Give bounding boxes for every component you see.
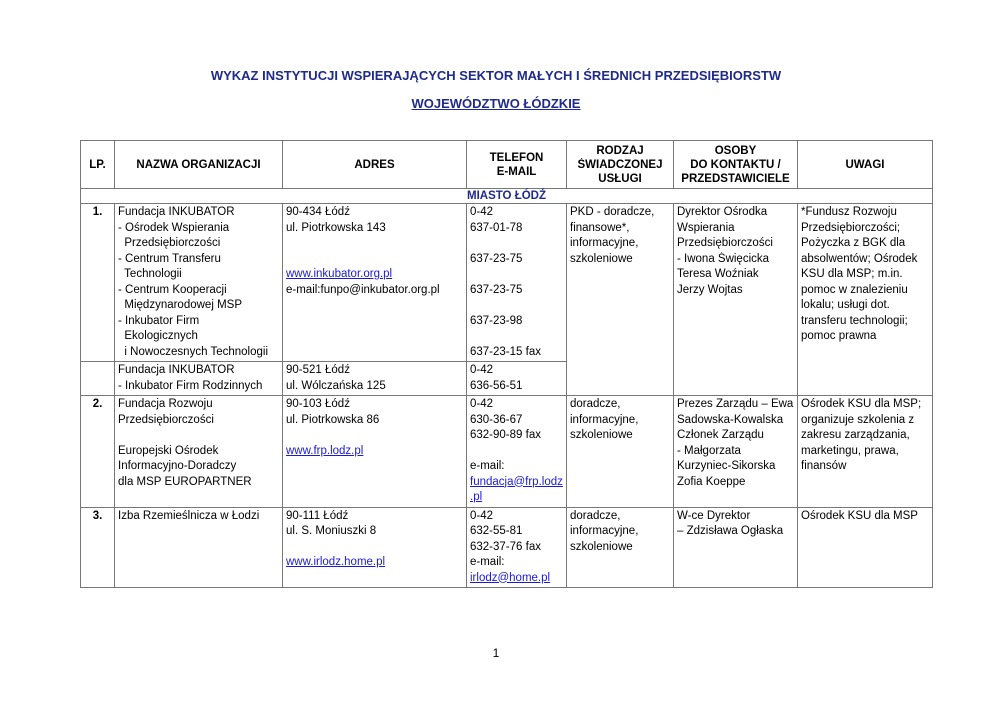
row-notes: [798, 507, 933, 588]
header-contact-l3: PRZEDSTAWICIELE: [681, 172, 790, 185]
header-lp: LP.: [81, 141, 115, 189]
phone-number: 630-36-67: [470, 413, 523, 426]
row-name: [115, 507, 283, 588]
contact-line: Zofia Koeppe: [677, 475, 746, 488]
notes-line: Przedsiębiorczości;: [801, 221, 901, 234]
notes-line: finansów: [801, 460, 847, 472]
notes-line: zakresu zarządzania,: [801, 429, 910, 441]
name-line: Fundacja INKUBATOR: [118, 364, 235, 376]
services-line: doradcze,: [570, 509, 621, 522]
contact-line: Przedsiębiorczości: [677, 237, 773, 249]
notes-line: pomoc prawna: [801, 330, 877, 342]
services-line: finansowe*,: [570, 221, 630, 234]
name-line: i Nowoczesnych Technologii: [118, 345, 269, 358]
name-line: Technologii: [118, 268, 182, 280]
name-line: Izba Rzemieślnicza w Łodzi: [118, 509, 260, 522]
phone-number: 637-01-78: [470, 221, 523, 234]
notes-line: pomoc w znalezieniu: [801, 283, 908, 296]
contact-line: Dyrektor Ośrodka: [677, 206, 768, 218]
phone-number: 632-37-76 fax: [470, 540, 541, 553]
contact-line: - Iwona Święcicka: [677, 252, 770, 265]
address-line: 90-103 Łódź: [286, 398, 350, 410]
row-name: [115, 396, 283, 508]
services-line: informacyjne,: [570, 237, 639, 249]
notes-line: transferu technologii;: [801, 314, 908, 327]
name-line: dla MSP EUROPARTNER: [118, 475, 252, 488]
name-line: - Centrum Kooperacji: [118, 283, 227, 296]
contact-line: Członek Zarządu: [677, 429, 764, 441]
row-phone: [467, 362, 567, 396]
header-services: [567, 141, 674, 189]
services-line: szkoleniowe: [570, 540, 633, 553]
name-line: Fundacja Rozwoju: [118, 398, 213, 410]
name-line: - Ośrodek Wspierania: [118, 221, 230, 234]
phone-prefix: 0-42: [470, 398, 494, 410]
address-line: 90-434 Łódź: [286, 206, 350, 218]
services-line: PKD - doradcze,: [570, 206, 655, 218]
header-phone-l1: TELEFON: [489, 151, 544, 164]
row-name: [115, 204, 283, 362]
header-phone-l2: E-MAIL: [496, 165, 537, 178]
header-services-l1: RODZAJ: [596, 144, 644, 157]
website-link[interactable]: www.irlodz.home.pl: [286, 556, 386, 568]
row-lp: 1.: [81, 204, 115, 362]
email-text: e-mail:funpo@inkubator.org.pl: [286, 283, 440, 296]
phone-number: 637-23-15 fax: [470, 345, 541, 358]
address-line: 90-111 Łódź: [286, 509, 349, 522]
contact-line: Sadowska-Kowalska: [677, 413, 784, 426]
notes-line: Pożyczka z BGK dla: [801, 237, 906, 249]
page-subtitle: WOJEWÓDZTWO ŁÓDZKIE: [411, 96, 581, 111]
institutions-table: [80, 140, 933, 588]
row-lp: [81, 362, 115, 396]
row-address: [283, 507, 467, 588]
address-line: 90-521 Łódź: [286, 364, 350, 376]
page-number: 1: [492, 646, 500, 660]
table-row: [81, 204, 933, 362]
name-line: - Inkubator Firm Rodzinnych: [118, 379, 263, 392]
name-line: - Centrum Transferu: [118, 252, 221, 265]
services-line: informacyjne,: [570, 413, 639, 426]
row-lp: 3.: [81, 507, 115, 588]
notes-line: Ośrodek KSU dla MSP;: [801, 398, 922, 410]
contact-line: - Małgorzata: [677, 444, 741, 457]
header-services-l3: USŁUGI: [598, 172, 642, 185]
row-phone: [467, 204, 567, 362]
name-line: Przedsiębiorczości: [118, 413, 214, 426]
phone-number: 632-55-81: [470, 525, 523, 537]
section-row: [81, 189, 933, 204]
name-line: Przedsiębiorczości: [118, 237, 221, 249]
row-lp: 2.: [81, 396, 115, 508]
row-notes: [798, 204, 933, 396]
row-contact: [674, 396, 798, 508]
contact-line: – Zdzisława Ogłaska: [677, 525, 784, 537]
services-line: doradcze,: [570, 398, 621, 410]
header-contact-l2: DO KONTAKTU /: [690, 158, 781, 171]
phone-number: 637-23-75: [470, 252, 523, 265]
email-link-cont[interactable]: .pl: [470, 491, 483, 503]
header-contact: [674, 141, 798, 189]
email-label: e-mail:: [470, 556, 505, 568]
row-contact: [674, 507, 798, 588]
row-contact: [674, 204, 798, 396]
contact-line: Wspierania: [677, 221, 735, 234]
services-line: szkoleniowe: [570, 252, 633, 265]
contact-line: W-ce Dyrektor: [677, 509, 751, 522]
contact-line: Teresa Woźniak: [677, 268, 759, 280]
header-name: NAZWA ORGANIZACJI: [115, 141, 283, 189]
phone-prefix: 0-42: [470, 206, 494, 218]
row-address: [283, 204, 467, 362]
phone-number: 632-90-89 fax: [470, 429, 541, 441]
header-address: ADRES: [283, 141, 467, 189]
phone-prefix: 0-42: [470, 364, 494, 376]
row-services: [567, 507, 674, 588]
notes-line: Ośrodek KSU dla MSP: [801, 509, 918, 522]
page-title: WYKAZ INSTYTUCJI WSPIERAJĄCYCH SEKTOR MAŁYCH I ŚREDNICH PRZEDSIĘBIORSTW: [210, 68, 782, 83]
table-row: [81, 507, 933, 588]
phone-prefix: 0-42: [470, 509, 494, 522]
name-line: Europejski Ośrodek: [118, 444, 219, 457]
notes-line: marketingu, prawa,: [801, 444, 899, 457]
phone-number: 637-23-98: [470, 314, 523, 327]
address-line: ul. Wólczańska 125: [286, 379, 386, 392]
phone-number: 636-56-51: [470, 379, 523, 392]
name-line: - Inkubator Firm: [118, 314, 200, 327]
name-line: Ekologicznych: [118, 330, 198, 342]
row-address: [283, 396, 467, 508]
address-line: ul. Piotrkowska 143: [286, 221, 386, 234]
header-row: [81, 141, 933, 189]
email-link[interactable]: fundacja@frp.lodz: [470, 475, 563, 488]
table-row: [81, 396, 933, 508]
services-line: szkoleniowe: [570, 429, 633, 441]
name-line: Międzynarodowej MSP: [118, 299, 242, 311]
name-line: Fundacja INKUBATOR: [118, 206, 235, 218]
header-notes: UWAGI: [798, 141, 933, 189]
email-link[interactable]: irlodz@home.pl: [470, 571, 551, 584]
header-phone: [467, 141, 567, 189]
website-link[interactable]: www.inkubator.org.pl: [286, 268, 393, 280]
row-services: [567, 396, 674, 508]
name-line: Informacyjno-Doradczy: [118, 460, 237, 472]
notes-line: absolwentów; Ośrodek: [801, 252, 918, 265]
address-line: ul. S. Moniuszki 8: [286, 525, 377, 537]
section-label: MIASTO ŁÓDŹ: [81, 189, 933, 204]
notes-line: *Fundusz Rozwoju: [801, 206, 897, 218]
notes-line: KSU dla MSP; m.in.: [801, 268, 903, 280]
website-link[interactable]: www.frp.lodz.pl: [286, 444, 364, 457]
notes-line: lokalu; usługi dot.: [801, 299, 890, 311]
row-phone: [467, 396, 567, 508]
notes-line: organizuje szkolenia z: [801, 413, 915, 426]
contact-line: Prezes Zarządu – Ewa: [677, 398, 794, 410]
row-address: [283, 362, 467, 396]
email-label: e-mail:: [470, 460, 505, 472]
header-services-l2: ŚWIADCZONEJ: [577, 158, 663, 171]
phone-number: 637-23-75: [470, 283, 523, 296]
contact-line: Jerzy Wojtas: [677, 283, 743, 296]
address-line: ul. Piotrkowska 86: [286, 413, 380, 426]
contact-line: Kurzyniec-Sikorska: [677, 460, 776, 472]
row-phone: [467, 507, 567, 588]
row-notes: [798, 396, 933, 508]
header-contact-l1: OSOBY: [714, 144, 757, 157]
row-services: [567, 204, 674, 396]
services-line: informacyjne,: [570, 525, 639, 537]
row-name: [115, 362, 283, 396]
